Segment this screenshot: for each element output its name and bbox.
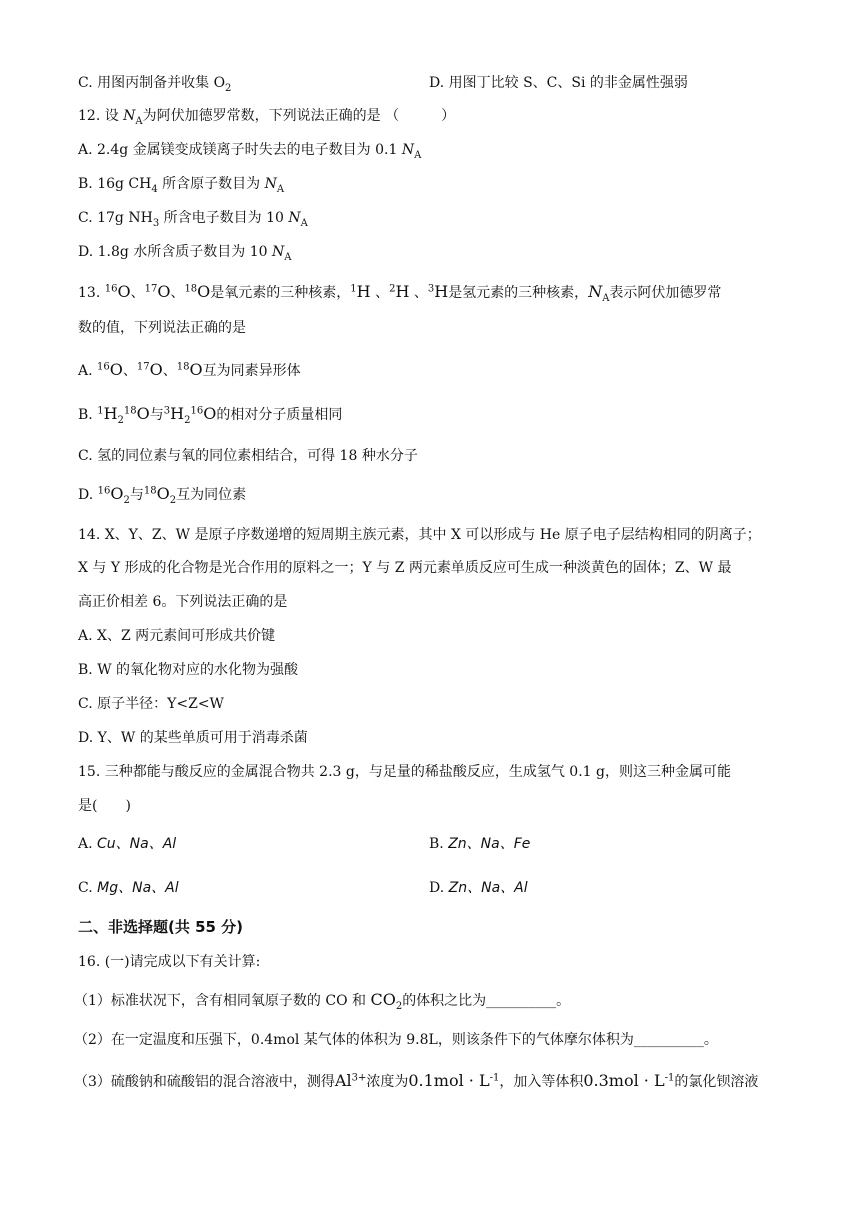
superscript: -1 (664, 1072, 675, 1084)
isotope-mass: 18 (184, 283, 198, 295)
option-text: C. 17g NH (78, 210, 153, 226)
superscript: 3+ (351, 1072, 367, 1084)
oxygen-symbol: O (197, 282, 211, 301)
question-13-stem-line1 (78, 282, 721, 303)
option-label: A. (78, 836, 98, 852)
option-text: D. 用图丁比较 S、C、Si 的非金属性强弱 (429, 75, 688, 91)
isotope-mass: 16 (190, 405, 204, 417)
stem-text: 是( ) (78, 798, 131, 814)
question-14-option-c (78, 694, 224, 714)
stem-text: 14. X、Y、Z、W 是原子序数递增的短周期主族元素，其中 X 可以形成与 He 原子电子层结构相同的阴离子； (78, 527, 761, 543)
subscript: A (276, 183, 285, 195)
stem-text: 的氯化钡溶液 (674, 1074, 759, 1090)
option-text: B. W 的氧化物对应的水化物为强酸 (78, 662, 299, 678)
option-label: D. (429, 880, 449, 896)
section-heading: 二、非选择题(共 55 分) (78, 918, 244, 936)
stem-text: （3）硫酸钠和硫酸铝的混合溶液中，测得 (74, 1074, 335, 1090)
option-text: C. 用图丙制备并收集 O (78, 75, 226, 91)
question-14-stem-line3 (78, 592, 287, 612)
subscript: A (602, 292, 610, 304)
subscript: A (414, 149, 422, 161)
question-14-option-b (78, 660, 298, 680)
stem-text: ，加入等体积 (499, 1074, 584, 1090)
option-label: C. (78, 880, 98, 896)
concentration: 0.3mol · L (583, 1071, 665, 1090)
question-15-stem-line1 (78, 762, 731, 782)
question-16-intro (78, 952, 260, 972)
isotope-mass: 17 (136, 361, 150, 373)
option-text: 与 (149, 407, 164, 423)
hydrogen-symbol: H (434, 282, 449, 301)
avogadro-symbol: N (588, 282, 603, 301)
option-text: Cu、Na、Al (97, 836, 177, 852)
option-c-previous (78, 73, 231, 93)
question-15-option-b (429, 834, 530, 854)
oxygen-symbol: O (189, 360, 203, 379)
stem-text: 15. 三种都能与酸反应的金属混合物共 2.3 g，与足量的稀盐酸反应，生成氢气 0.1 g，则这三种金属可能 (78, 764, 731, 780)
option-label: B. (78, 407, 98, 423)
avogadro-symbol: N (401, 142, 415, 158)
question-15-option-c (78, 878, 179, 898)
hydrogen-symbol: H (170, 404, 185, 423)
stem-text: 12. 设 (78, 108, 124, 124)
question-12-option-d (78, 242, 292, 262)
subscript: A (135, 115, 143, 127)
option-text: 的相对分子质量相同 (216, 407, 343, 423)
formula: Al (334, 1071, 352, 1090)
isotope-mass: 2 (389, 283, 396, 295)
oxygen-symbol: O (110, 484, 124, 503)
question-number: 13. (78, 285, 105, 301)
option-text: B. 16g CH (78, 176, 152, 192)
stem-text: 的体积之比为__________。 (402, 993, 571, 1009)
option-d-previous (429, 73, 688, 93)
isotope-mass: 3 (427, 283, 435, 295)
isotope-mass: 3 (163, 405, 171, 417)
avogadro-symbol: N (272, 244, 285, 260)
option-label: B. (429, 836, 449, 852)
stem-text: 数的值，下列说法正确的是 (78, 320, 246, 336)
question-16-sub1 (74, 990, 570, 1011)
oxygen-symbol: O (117, 282, 131, 301)
question-15-option-d (429, 878, 528, 898)
isotope-mass: 16 (97, 485, 111, 497)
stem-text: （1）标准状况下，含有相同氧原子数的 CO 和 (74, 993, 371, 1009)
stem-text: 浓度为 (366, 1074, 409, 1090)
separator: 、 (130, 285, 145, 301)
question-16-sub3 (74, 1071, 758, 1092)
question-15-option-a (78, 834, 176, 854)
stem-text: （2）在一定温度和压强下，0.4mol 某气体的体积为 9.8L，则该条件下的气体摩尔体积为__________。 (74, 1032, 718, 1048)
option-text: 互为同素异形体 (202, 363, 301, 379)
hydrogen-symbol: H (395, 282, 410, 301)
oxygen-symbol: O (203, 404, 217, 423)
isotope-mass: 1 (350, 283, 357, 295)
stem-text: 高正价相差 6。下列说法正确的是 (78, 594, 288, 610)
question-13-option-b: B. $^1H_2^{18}O$与$^3H_2^{16}O$的相对分子质量相同 (78, 404, 343, 426)
question-13-option-a (78, 360, 301, 381)
option-label: D. (78, 487, 98, 503)
stem-text: 表示阿伏加德罗常 (609, 285, 722, 301)
question-13-option-c (78, 446, 418, 466)
question-16-sub2 (74, 1030, 718, 1050)
oxygen-symbol: O (109, 360, 123, 379)
separator: 、 (122, 363, 137, 379)
option-text: Mg、Na、Al (97, 880, 179, 896)
option-text: 所含电子数目为 10 (159, 210, 289, 226)
subscript: A (300, 217, 308, 229)
separator: 、 (162, 363, 177, 379)
option-text: Zn、Na、Fe (448, 836, 531, 852)
stem-text: 是氧元素的三种核素， (210, 285, 351, 301)
hydrogen-symbol: H (356, 282, 371, 301)
avogadro-symbol: N (288, 210, 301, 226)
isotope-mass: 18 (123, 405, 137, 417)
question-14-option-a (78, 626, 275, 646)
avogadro-symbol: N (264, 176, 277, 192)
oxygen-symbol: O (136, 404, 150, 423)
option-text: C. 氢的同位素与氧的同位素相结合，可得 18 种水分子 (78, 448, 418, 464)
option-text: A. 2.4g 金属镁变成镁离子时失去的电子数目为 0.1 (78, 142, 402, 158)
question-12-option-b (78, 174, 284, 194)
question-12-stem (78, 106, 455, 126)
question-12-option-a (78, 140, 421, 160)
isotope-mass: 18 (143, 485, 157, 497)
subscript: 3 (152, 217, 160, 229)
avogadro-symbol: N (123, 108, 136, 124)
oxygen-symbol: O (157, 282, 171, 301)
superscript: -1 (489, 1072, 500, 1084)
question-13-stem-line2 (78, 318, 246, 338)
option-text: A. X、Z 两元素间可形成共价键 (78, 628, 276, 644)
stem-text: X 与 Y 形成的化合物是光合作用的原料之一；Y 与 Z 两元素单质反应可生成一种淡黄色的固体；Z、W 最 (78, 560, 732, 576)
oxygen-symbol: O (149, 360, 163, 379)
option-text: 所含原子数目为 (157, 176, 265, 192)
isotope-mass: 18 (176, 361, 190, 373)
question-12-option-c (78, 208, 308, 228)
option-text: D. 1.8g 水所含质子数目为 10 (78, 244, 273, 260)
option-label: A. (78, 363, 98, 379)
subscript: A (284, 251, 292, 263)
separator: 、 (170, 285, 185, 301)
option-text: 与 (129, 487, 144, 503)
concentration: 0.1mol · L (408, 1071, 490, 1090)
subscript: 2 (225, 82, 232, 94)
option-text: Zn、Na、Al (448, 880, 528, 896)
isotope-mass: 16 (104, 283, 118, 295)
question-14-stem-line2 (78, 558, 731, 578)
oxygen-symbol: O (156, 484, 170, 503)
formula: CO (370, 990, 396, 1009)
hydrogen-symbol: H (103, 404, 118, 423)
subscript: 4 (151, 183, 158, 195)
isotope-mass: 17 (144, 283, 158, 295)
option-text: D. Y、W 的某些单质可用于消毒杀菌 (78, 730, 308, 746)
option-text: 互为同位素 (176, 487, 247, 503)
stem-text: 为阿伏加德罗常数，下列说法正确的是 （ ） (142, 108, 456, 124)
question-15-stem-line2 (78, 796, 131, 816)
question-14-stem-line1 (78, 525, 761, 545)
stem-text: 16. (一)请完成以下有关计算: (78, 954, 261, 970)
isotope-mass: 16 (97, 361, 110, 373)
separator: 、 (375, 285, 390, 301)
question-13-option-d: D. $^{16}O_2$与$^{18}O_2$互为同位素 (78, 484, 247, 506)
separator: 、 (413, 285, 428, 301)
stem-text: 是氢元素的三种核素， (448, 285, 589, 301)
isotope-mass: 1 (97, 405, 104, 417)
option-text: C. 原子半径：Y<Z<W (78, 696, 224, 712)
subscript: 2 (395, 1000, 403, 1012)
question-14-option-d (78, 728, 308, 748)
